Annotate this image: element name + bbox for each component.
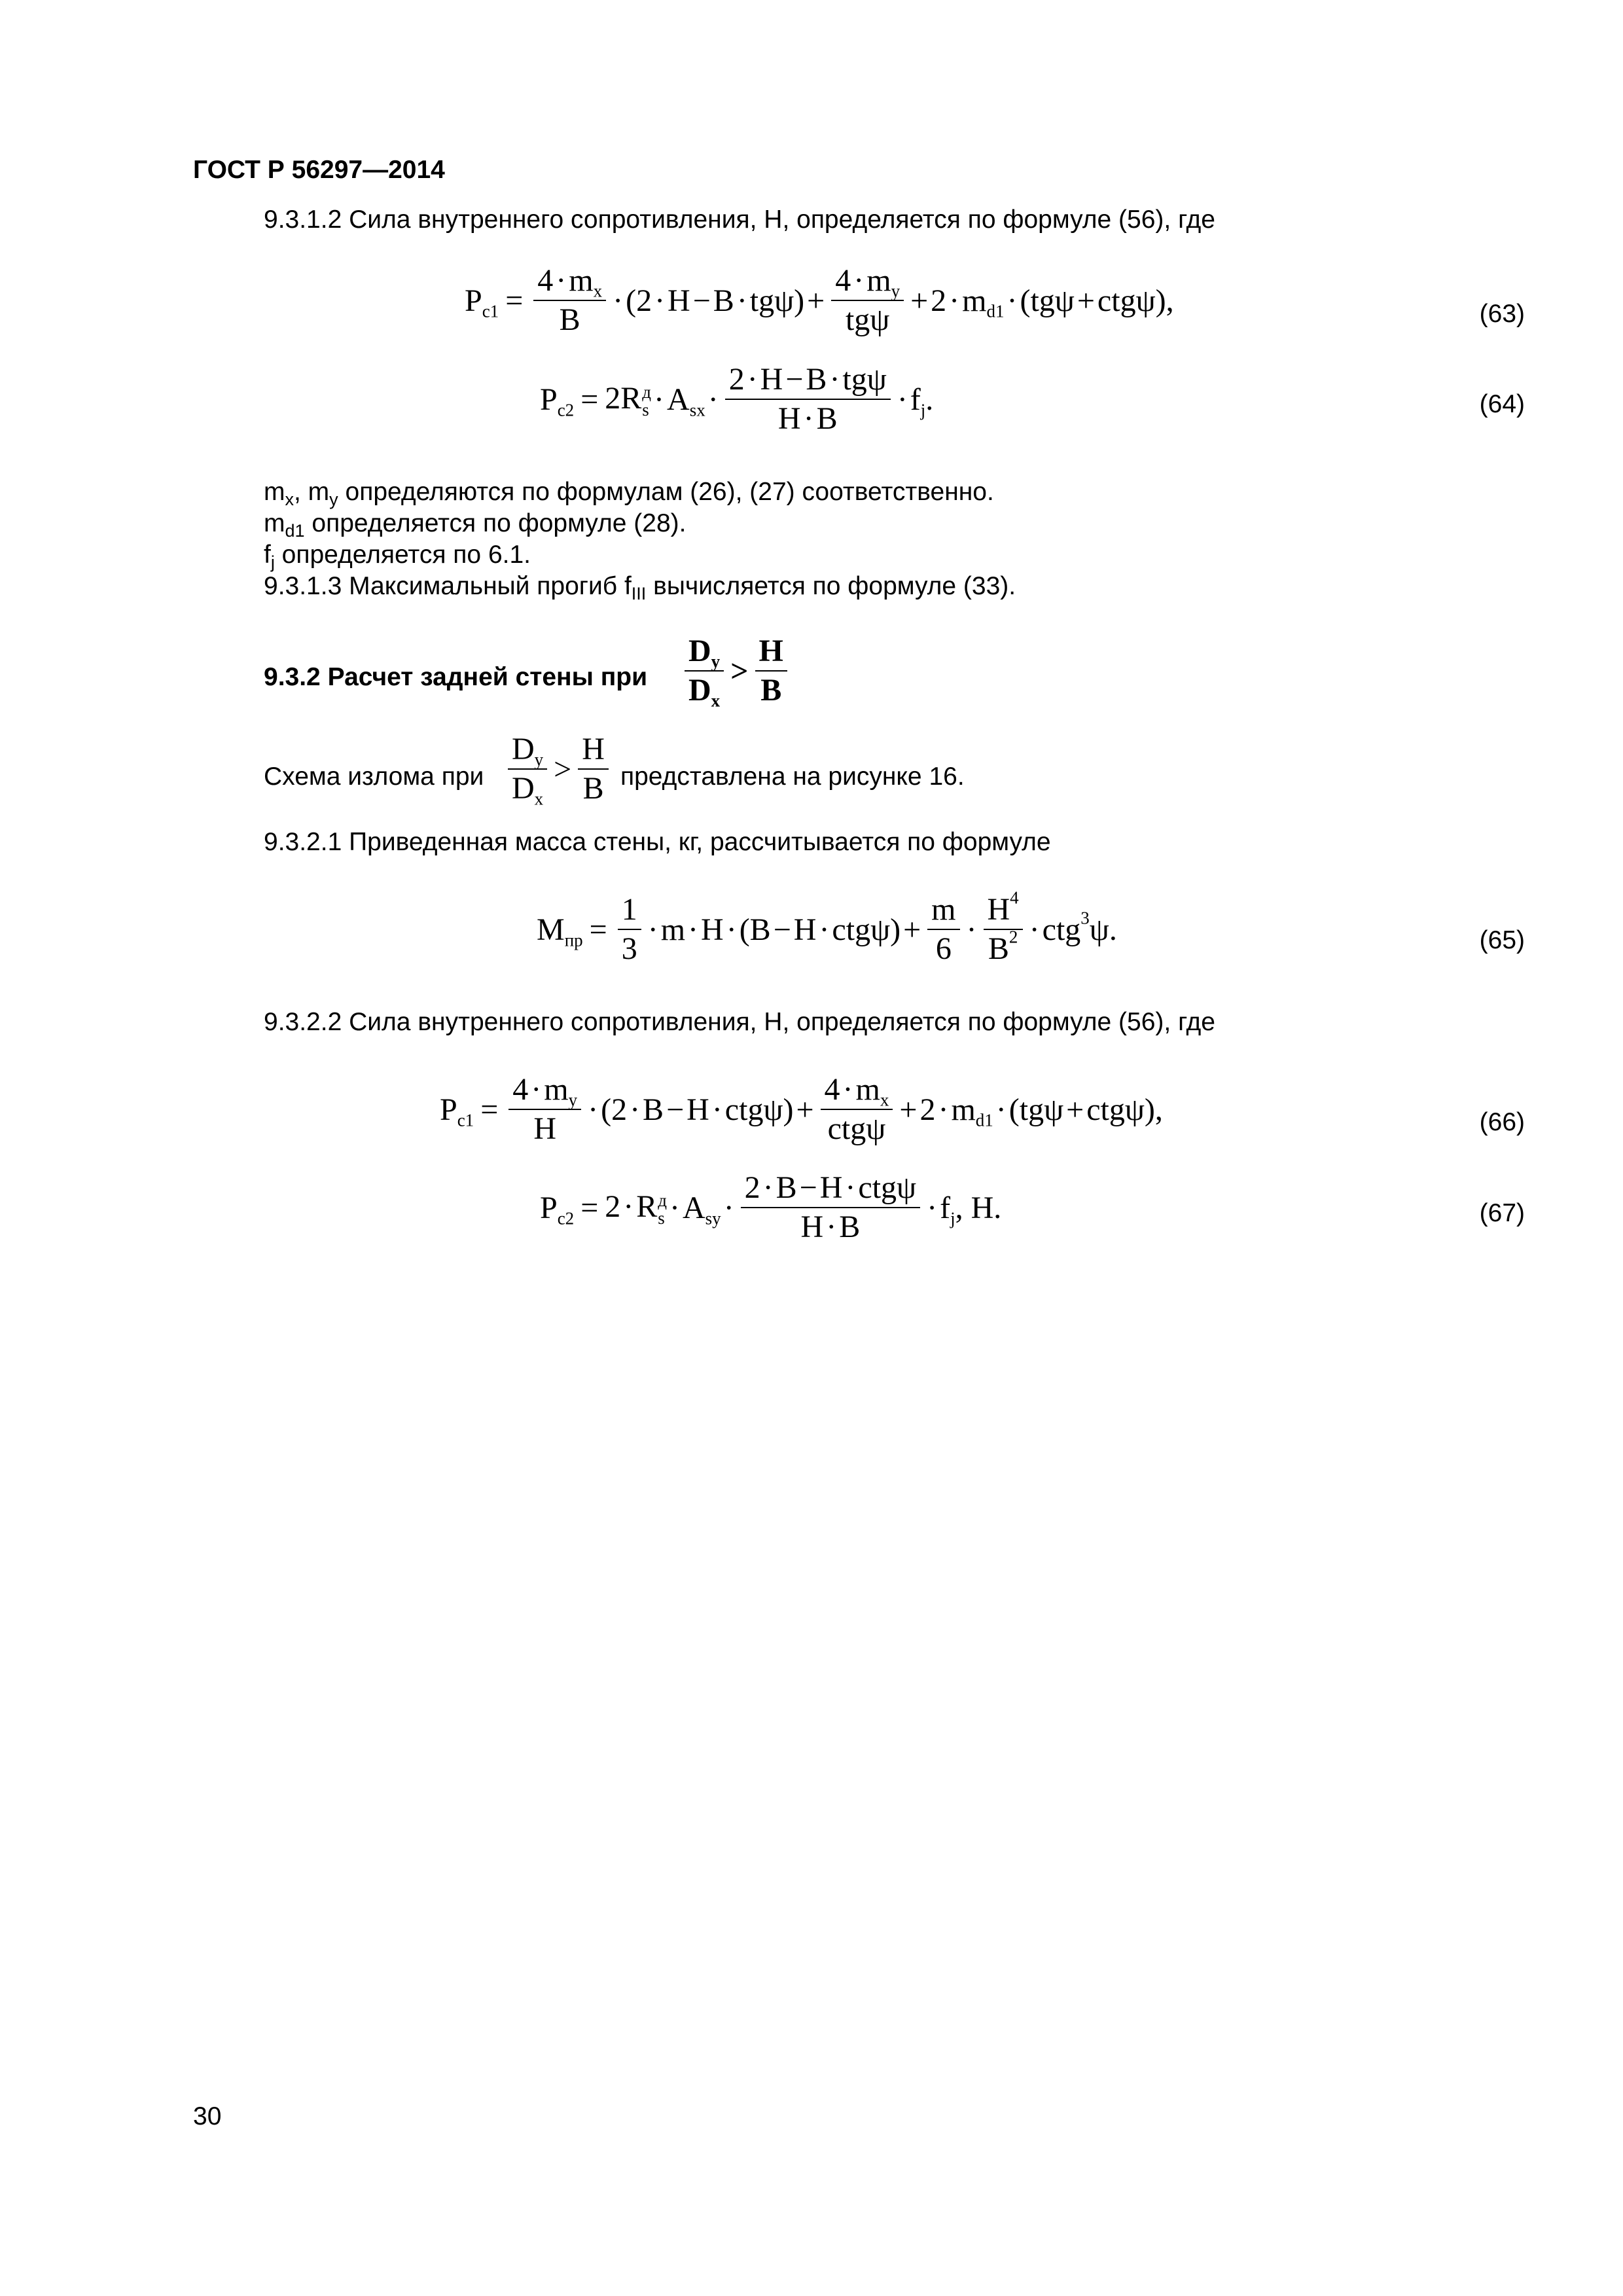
document-header: ГОСТ Р 56297—2014 xyxy=(193,156,445,184)
paragraph-9-3-2-2: 9.3.2.2 Сила внутреннего сопротивления, Н, определяется по формуле (56), где xyxy=(264,1008,1215,1036)
page-number: 30 xyxy=(193,2102,222,2130)
formula-67: $P_{c2}$ = 2·R д s · $A_{sy}$ · $\frac{\text{2·B−H·ctgψ}}{H\cdot B}$ · $f_j$, H. xyxy=(540,1170,1002,1245)
formula-65: $M_{пр}$ = $\frac{1}{3}$ · m·H·(B−H·ctgψ) + $\frac{m}{6}$ · $\frac{H^4}{B^2}$ · ctg$^3$ψ. xyxy=(537,888,1117,967)
schema-text-before: Схема излома при xyxy=(264,762,484,791)
formula-63: $P_{c1}$ = $\frac{4\cdot m_x}{B}$ · (2·H−B·tgψ) + $\frac{4\cdot m_y}{\text{tgψ}}$ + $2\cdot m_{d1}$ · (tgψ+ctgψ), xyxy=(465,263,1174,338)
schema-text-after: представлена на рисунке 16. xyxy=(620,762,965,791)
condition-dy-dx-gt-h-b: $\frac{D_y}{D_x}$ > $\frac{H}{B}$ xyxy=(504,733,613,806)
explanation-fj: $f_j$ определяется по 6.1. xyxy=(264,541,531,573)
paragraph-9-3-1-3: 9.3.1.3 Максимальный прогиб $f_{III}$ вычисляется по формуле (33). xyxy=(264,572,1016,604)
equation-number-64: (64) xyxy=(1479,390,1525,418)
paragraph-9-3-1-2: 9.3.1.2 Сила внутреннего сопротивления, Н, определяется по формуле (56), где xyxy=(264,206,1215,234)
equation-number-67: (67) xyxy=(1479,1199,1525,1227)
paragraph-9-3-2-1: 9.3.2.1 Приведенная масса стены, кг, рассчитывается по формуле xyxy=(264,828,1051,856)
condition-dy-dx-gt-h-b-bold: $\frac{D_y}{D_x}$ > $\frac{H}{B}$ xyxy=(681,635,791,708)
explanation-mx-my: $m_x$, $m_y$ определяются по формулам (26), (27) соответственно. xyxy=(264,478,994,510)
formula-66: $P_{c1}$ = $\frac{4\cdot m_y}{H}$ · (2·B−H·ctgψ) + $\frac{4\cdot m_x}{\text{ctgψ}}$ + $2\cdot m_{d1}$ · (tgψ+ctgψ), xyxy=(440,1072,1163,1147)
explanation-md1: $m_{d1}$ определяется по формуле (28). xyxy=(264,509,687,541)
equation-number-63: (63) xyxy=(1479,300,1525,328)
equation-number-66: (66) xyxy=(1479,1108,1525,1136)
section-heading-9-3-2: 9.3.2 Расчет задней стены при xyxy=(264,663,648,691)
formula-64: $P_{c2}$ = 2R д s · $A_{sx}$ · $\frac{\text{2·H−B·tgψ}}{H\cdot B}$ · $f_j$. xyxy=(540,362,934,437)
equation-number-65: (65) xyxy=(1479,926,1525,954)
